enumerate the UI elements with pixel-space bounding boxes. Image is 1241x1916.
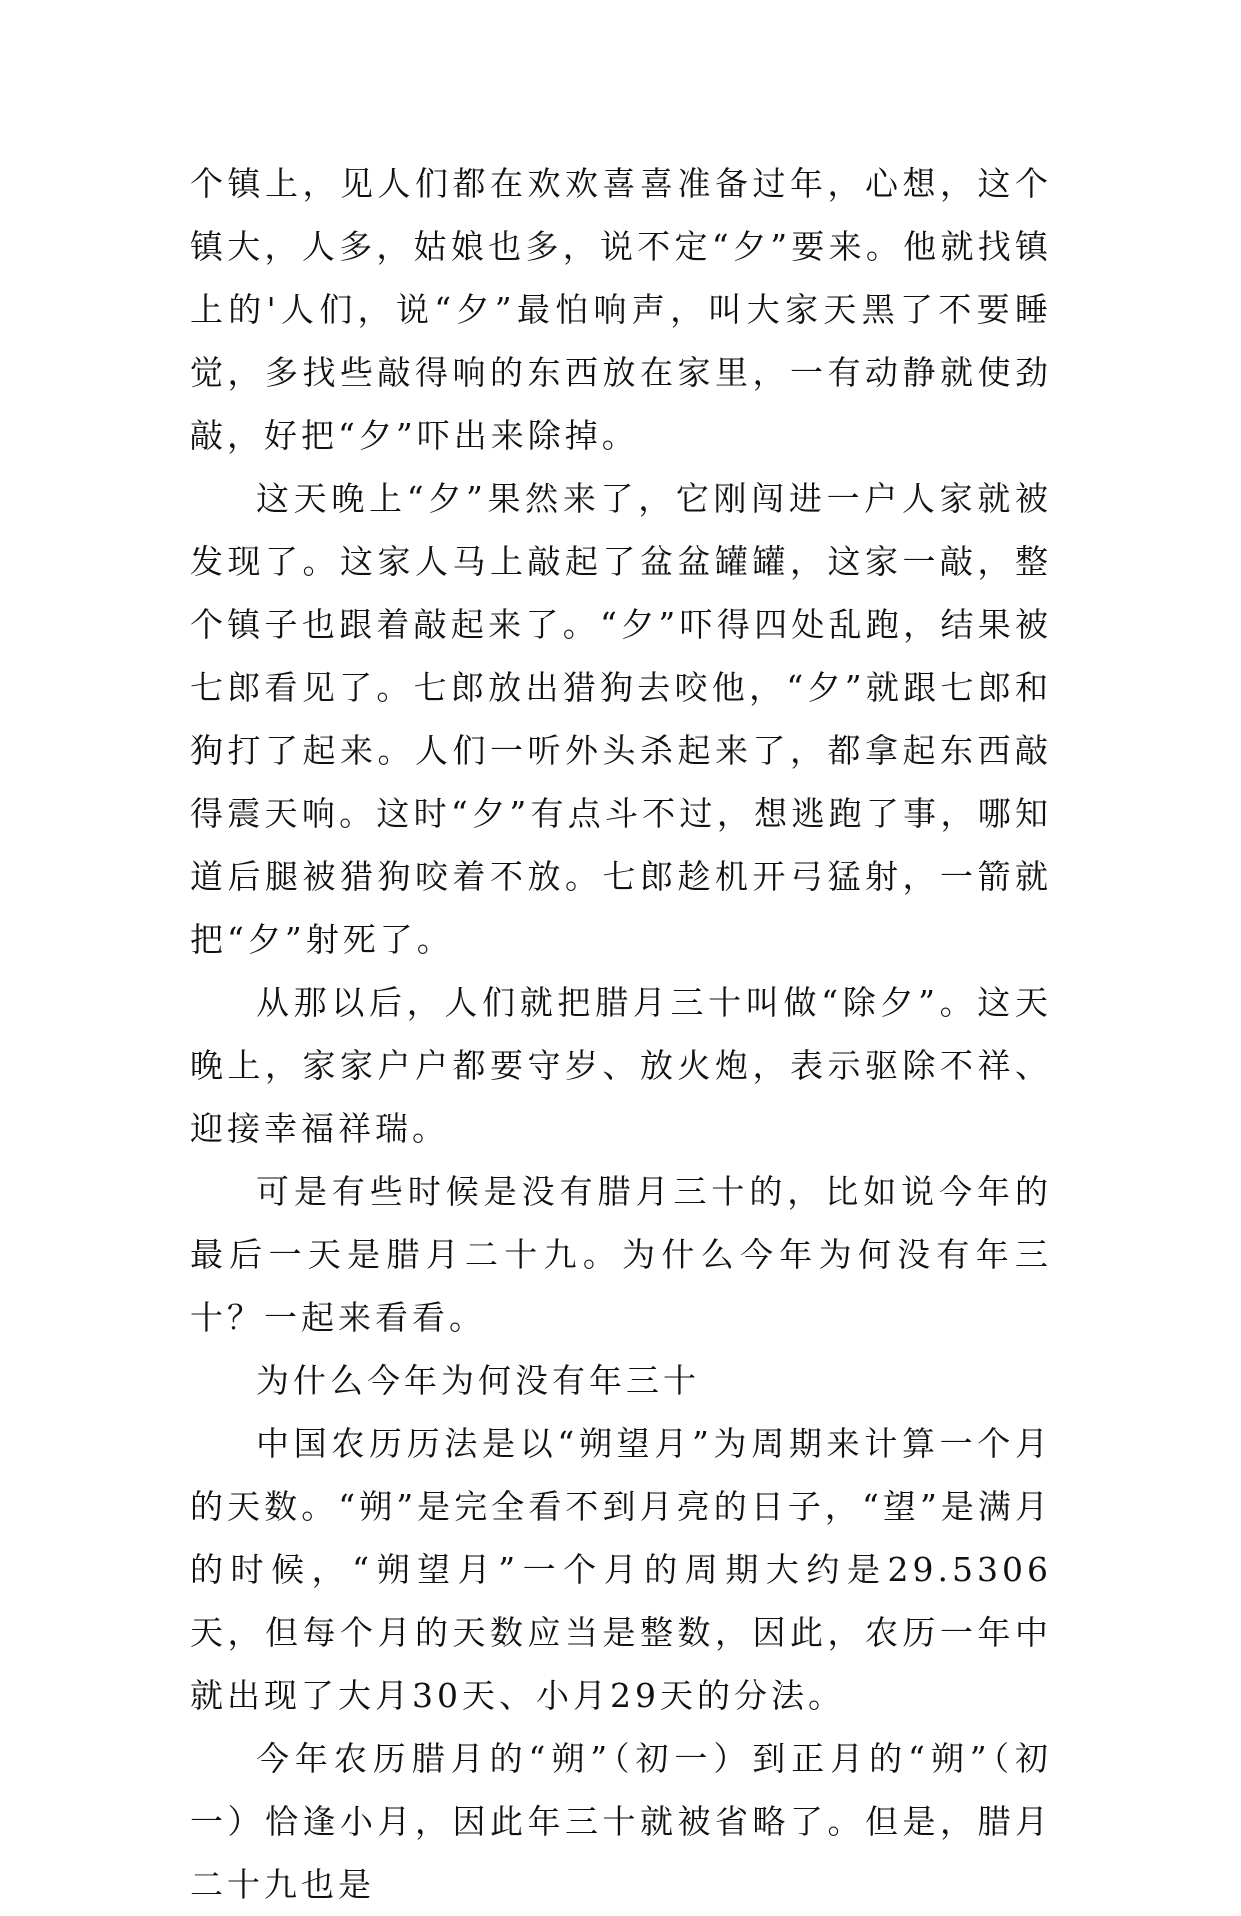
paragraph-small-month: 今年农历腊月的“朔”（初一）到正月的“朔”（初一）恰逢小月，因此年三十就被省略了。但是，腊月二十九也是 xyxy=(190,1739,1052,1904)
paragraph-xi-appears: 这天晚上“夕”果然来了，它刚闯进一户人家就被发现了。这家人马上敲起了盆盆罐罐，这家一敲，整个镇子也跟着敲起来了。“夕”吓得四处乱跑，结果被七郎看见了。七郎放出猎狗去咬他，“夕”就跟七郎和狗打了起来。人们一听外头杀起来了，都拿起东西敲得震天响。这时“夕”有点斗不过，想逃跑了事，哪知道后腿被猎狗咬着不放。七郎趁机开弓猛射，一箭就把“夕”射死了。 xyxy=(190,479,1052,959)
paragraph-lunar-calendar: 中国农历历法是以“朔望月”为周期来计算一个月的天数。“朔”是完全看不到月亮的日子，“望”是满月的时候，“朔望月”一个月的周期大约是29.5306天，但每个月的天数应当是整数，因此，农历一年中就出现了大月30天、小月29天的分法。 xyxy=(190,1424,1052,1715)
paragraph-no-thirtieth: 可是有些时候是没有腊月三十的，比如说今年的最后一天是腊月二十九。为什么今年为何没有年三十？一起来看看。 xyxy=(190,1172,1052,1337)
paragraph-continuation: 个镇上，见人们都在欢欢喜喜准备过年，心想，这个镇大，人多，姑娘也多，说不定“夕”要来。他就找镇上的'人们，说“夕”最怕响声，叫大家天黑了不要睡觉，多找些敲得响的东西放在家里，一有动静就使劲敲，好把“夕”吓出来除掉。 xyxy=(190,164,1052,455)
section-heading: 为什么今年为何没有年三十 xyxy=(256,1361,700,1400)
body-text xyxy=(190,152,1052,1916)
paragraph-chuxi-origin: 从那以后，人们就把腊月三十叫做“除夕”。这天晚上，家家户户都要守岁、放火炮，表示驱除不祥、迎接幸福祥瑞。 xyxy=(190,983,1052,1148)
